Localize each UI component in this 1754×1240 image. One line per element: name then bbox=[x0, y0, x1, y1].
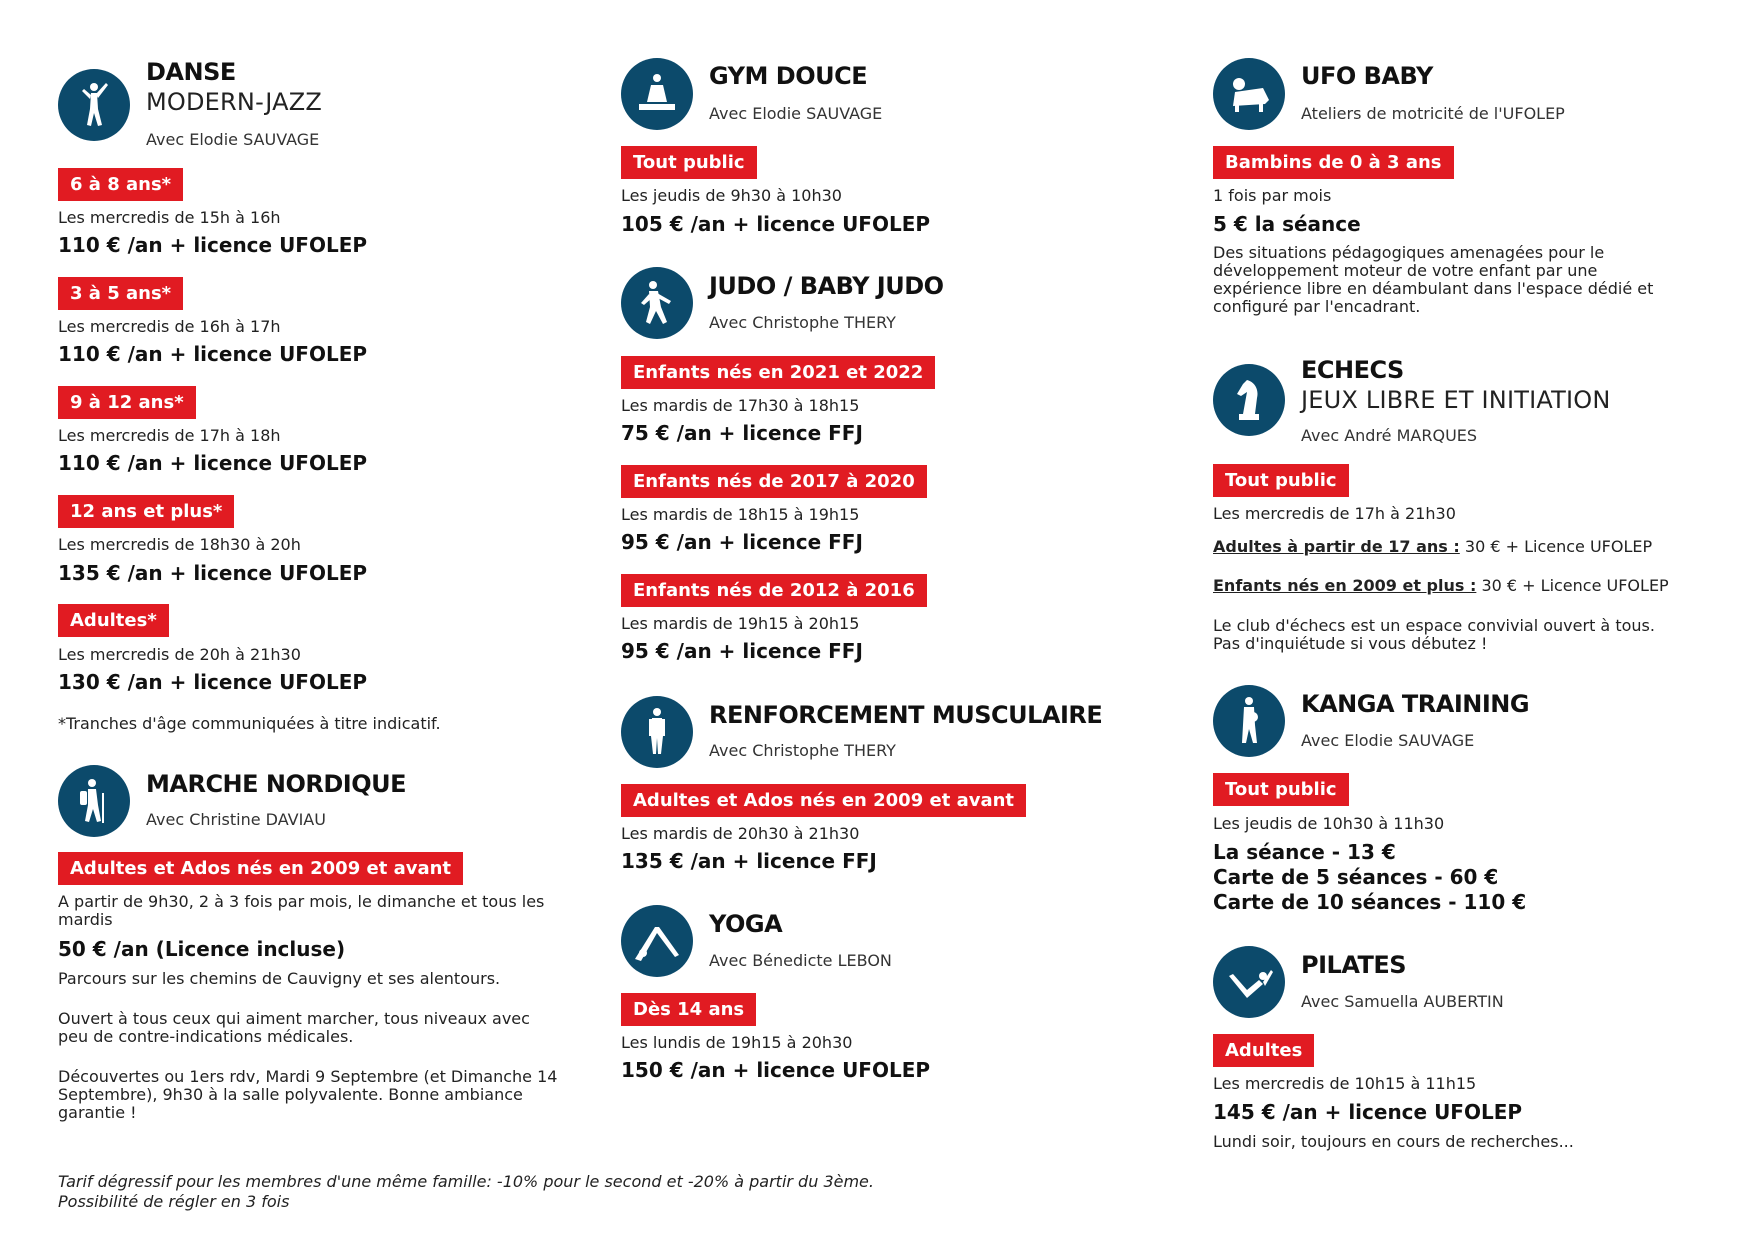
judo-schedule-3: Les mardis de 19h15 à 20h15 bbox=[621, 614, 860, 633]
danse-tag-4: 12 ans et plus* bbox=[58, 495, 234, 528]
gym-schedule: Les jeudis de 9h30 à 10h30 bbox=[621, 186, 842, 205]
danse-note: *Tranches d'âge communiquées à titre indicatif. bbox=[58, 714, 441, 733]
yoga-teacher: Avec Bénedicte LEBON bbox=[709, 951, 892, 970]
kanga-teacher: Avec Elodie SAUVAGE bbox=[1301, 731, 1475, 750]
kanga-price-3: Carte de 10 séances - 110 € bbox=[1213, 890, 1527, 914]
danse-schedule-5: Les mercredis de 20h à 21h30 bbox=[58, 645, 301, 664]
ufo-price: 5 € la séance bbox=[1213, 212, 1361, 236]
renfo-teacher: Avec Christophe THERY bbox=[709, 741, 896, 760]
marche-title: MARCHE NORDIQUE bbox=[146, 770, 406, 798]
danse-tag-2: 3 à 5 ans* bbox=[58, 277, 183, 310]
gym-price: 105 € /an + licence UFOLEP bbox=[621, 212, 931, 236]
standing-person-icon bbox=[621, 696, 693, 768]
renfo-tag: Adultes et Ados nés en 2009 et avant bbox=[621, 784, 1026, 817]
yoga-pose-icon bbox=[621, 905, 693, 977]
chess-knight-icon bbox=[1213, 364, 1285, 436]
renfo-title: RENFORCEMENT MUSCULAIRE bbox=[709, 701, 1103, 729]
marche-text-3: Découvertes ou 1ers rdv, Mardi 9 Septembre (et Dimanche 14 Septembre), 9h30 à la salle polyvalente. Bonne ambiance garantie ! bbox=[58, 1067, 558, 1122]
yoga-price: 150 € /an + licence UFOLEP bbox=[621, 1058, 931, 1082]
judo-price-1: 75 € /an + licence FFJ bbox=[621, 421, 863, 445]
judo-schedule-2: Les mardis de 18h15 à 19h15 bbox=[621, 505, 860, 524]
danse-tag-1: 6 à 8 ans* bbox=[58, 168, 183, 201]
ufo-title: UFO BABY bbox=[1301, 62, 1433, 90]
gym-tag: Tout public bbox=[621, 146, 757, 179]
danse-title: DANSE bbox=[146, 58, 236, 86]
echecs-adult-label: Adultes à partir de 17 ans : bbox=[1213, 537, 1460, 556]
mother-baby-icon bbox=[1213, 685, 1285, 757]
marche-price: 50 € /an (Licence incluse) bbox=[58, 937, 346, 961]
gym-teacher: Avec Elodie SAUVAGE bbox=[709, 104, 883, 123]
echecs-teacher: Avec André MARQUES bbox=[1301, 426, 1478, 445]
renfo-schedule: Les mardis de 20h30 à 21h30 bbox=[621, 824, 860, 843]
kanga-schedule: Les jeudis de 10h30 à 11h30 bbox=[1213, 814, 1445, 833]
judoka-icon bbox=[621, 267, 693, 339]
crawling-baby-icon bbox=[1213, 58, 1285, 130]
marche-teacher: Avec Christine DAVIAU bbox=[146, 810, 326, 829]
echecs-description: Le club d'échecs est un espace convivial ouvert à tous. Pas d'inquiétude si vous débutez ! bbox=[1213, 616, 1655, 653]
pilates-teacher: Avec Samuella AUBERTIN bbox=[1301, 992, 1504, 1011]
marche-schedule: A partir de 9h30, 2 à 3 fois par mois, le dimanche et tous les mardis bbox=[58, 892, 545, 929]
kanga-price-2: Carte de 5 séances - 60 € bbox=[1213, 865, 1499, 889]
danse-tag-5: Adultes* bbox=[58, 604, 169, 637]
echecs-adult-line bbox=[1213, 537, 1652, 556]
danse-price-2: 110 € /an + licence UFOLEP bbox=[58, 342, 368, 366]
echecs-adult-price: 30 € + Licence UFOLEP bbox=[1459, 537, 1653, 556]
yoga-title: YOGA bbox=[709, 910, 783, 938]
pilates-pose-icon bbox=[1213, 946, 1285, 1018]
dancer-icon bbox=[58, 69, 130, 141]
judo-title: JUDO / BABY JUDO bbox=[709, 272, 944, 300]
yoga-tag: Dès 14 ans bbox=[621, 993, 756, 1026]
danse-schedule-3: Les mercredis de 17h à 18h bbox=[58, 426, 281, 445]
ufo-description: Des situations pédagogiques amenagées pour le développement moteur de votre enfant par une expérience libre en déambulant dans l'espace dédié et configuré par l'encadrant. bbox=[1213, 243, 1654, 316]
echecs-child-label: Enfants nés en 2009 et plus : bbox=[1213, 576, 1477, 595]
judo-teacher: Avec Christophe THERY bbox=[709, 313, 896, 332]
danse-tag-3: 9 à 12 ans* bbox=[58, 386, 196, 419]
judo-price-2: 95 € /an + licence FFJ bbox=[621, 530, 863, 554]
meditation-icon bbox=[621, 58, 693, 130]
pilates-price: 145 € /an + licence UFOLEP bbox=[1213, 1100, 1523, 1124]
judo-price-3: 95 € /an + licence FFJ bbox=[621, 639, 863, 663]
hiker-icon bbox=[58, 765, 130, 837]
marche-tag: Adultes et Ados nés en 2009 et avant bbox=[58, 852, 463, 885]
danse-schedule-2: Les mercredis de 16h à 17h bbox=[58, 317, 281, 336]
kanga-title: KANGA TRAINING bbox=[1301, 690, 1530, 718]
danse-price-4: 135 € /an + licence UFOLEP bbox=[58, 561, 368, 585]
danse-schedule-1: Les mercredis de 15h à 16h bbox=[58, 208, 281, 227]
ufo-teacher: Ateliers de motricité de l'UFOLEP bbox=[1301, 104, 1565, 123]
danse-schedule-4: Les mercredis de 18h30 à 20h bbox=[58, 535, 301, 554]
danse-price-1: 110 € /an + licence UFOLEP bbox=[58, 233, 368, 257]
echecs-title: ECHECS bbox=[1301, 356, 1404, 384]
marche-text-1: Parcours sur les chemins de Cauvigny et ses alentours. bbox=[58, 969, 501, 988]
ufo-schedule: 1 fois par mois bbox=[1213, 186, 1332, 205]
kanga-price-1: La séance - 13 € bbox=[1213, 840, 1396, 864]
pilates-tag: Adultes bbox=[1213, 1034, 1314, 1067]
renfo-price: 135 € /an + licence FFJ bbox=[621, 849, 877, 873]
echecs-child-price: 30 € + Licence UFOLEP bbox=[1476, 576, 1669, 595]
judo-tag-2: Enfants nés de 2017 à 2020 bbox=[621, 465, 927, 498]
gym-title: GYM DOUCE bbox=[709, 62, 868, 90]
marche-text-2: Ouvert à tous ceux qui aiment marcher, tous niveaux avec peu de contre-indications médicales. bbox=[58, 1009, 530, 1046]
echecs-schedule: Les mercredis de 17h à 21h30 bbox=[1213, 504, 1456, 523]
footer-line-2: Possibilité de régler en 3 fois bbox=[58, 1192, 290, 1211]
echecs-tag: Tout public bbox=[1213, 464, 1349, 497]
yoga-schedule: Les lundis de 19h15 à 20h30 bbox=[621, 1033, 853, 1052]
judo-tag-1: Enfants nés en 2021 et 2022 bbox=[621, 356, 935, 389]
danse-teacher: Avec Elodie SAUVAGE bbox=[146, 130, 320, 149]
kanga-tag: Tout public bbox=[1213, 773, 1349, 806]
pilates-title: PILATES bbox=[1301, 951, 1407, 979]
danse-price-5: 130 € /an + licence UFOLEP bbox=[58, 670, 368, 694]
danse-price-3: 110 € /an + licence UFOLEP bbox=[58, 451, 368, 475]
judo-schedule-1: Les mardis de 17h30 à 18h15 bbox=[621, 396, 860, 415]
echecs-subtitle: JEUX LIBRE ET INITIATION bbox=[1301, 386, 1611, 414]
echecs-child-line bbox=[1213, 576, 1669, 595]
judo-tag-3: Enfants nés de 2012 à 2016 bbox=[621, 574, 927, 607]
pilates-note: Lundi soir, toujours en cours de recherches... bbox=[1213, 1132, 1574, 1151]
ufo-tag: Bambins de 0 à 3 ans bbox=[1213, 146, 1454, 179]
footer-line-1: Tarif dégressif pour les membres d'une même famille: -10% pour le second et -20% à partir du 3ème. bbox=[58, 1172, 874, 1191]
pilates-schedule: Les mercredis de 10h15 à 11h15 bbox=[1213, 1074, 1477, 1093]
danse-subtitle: MODERN-JAZZ bbox=[146, 88, 323, 116]
